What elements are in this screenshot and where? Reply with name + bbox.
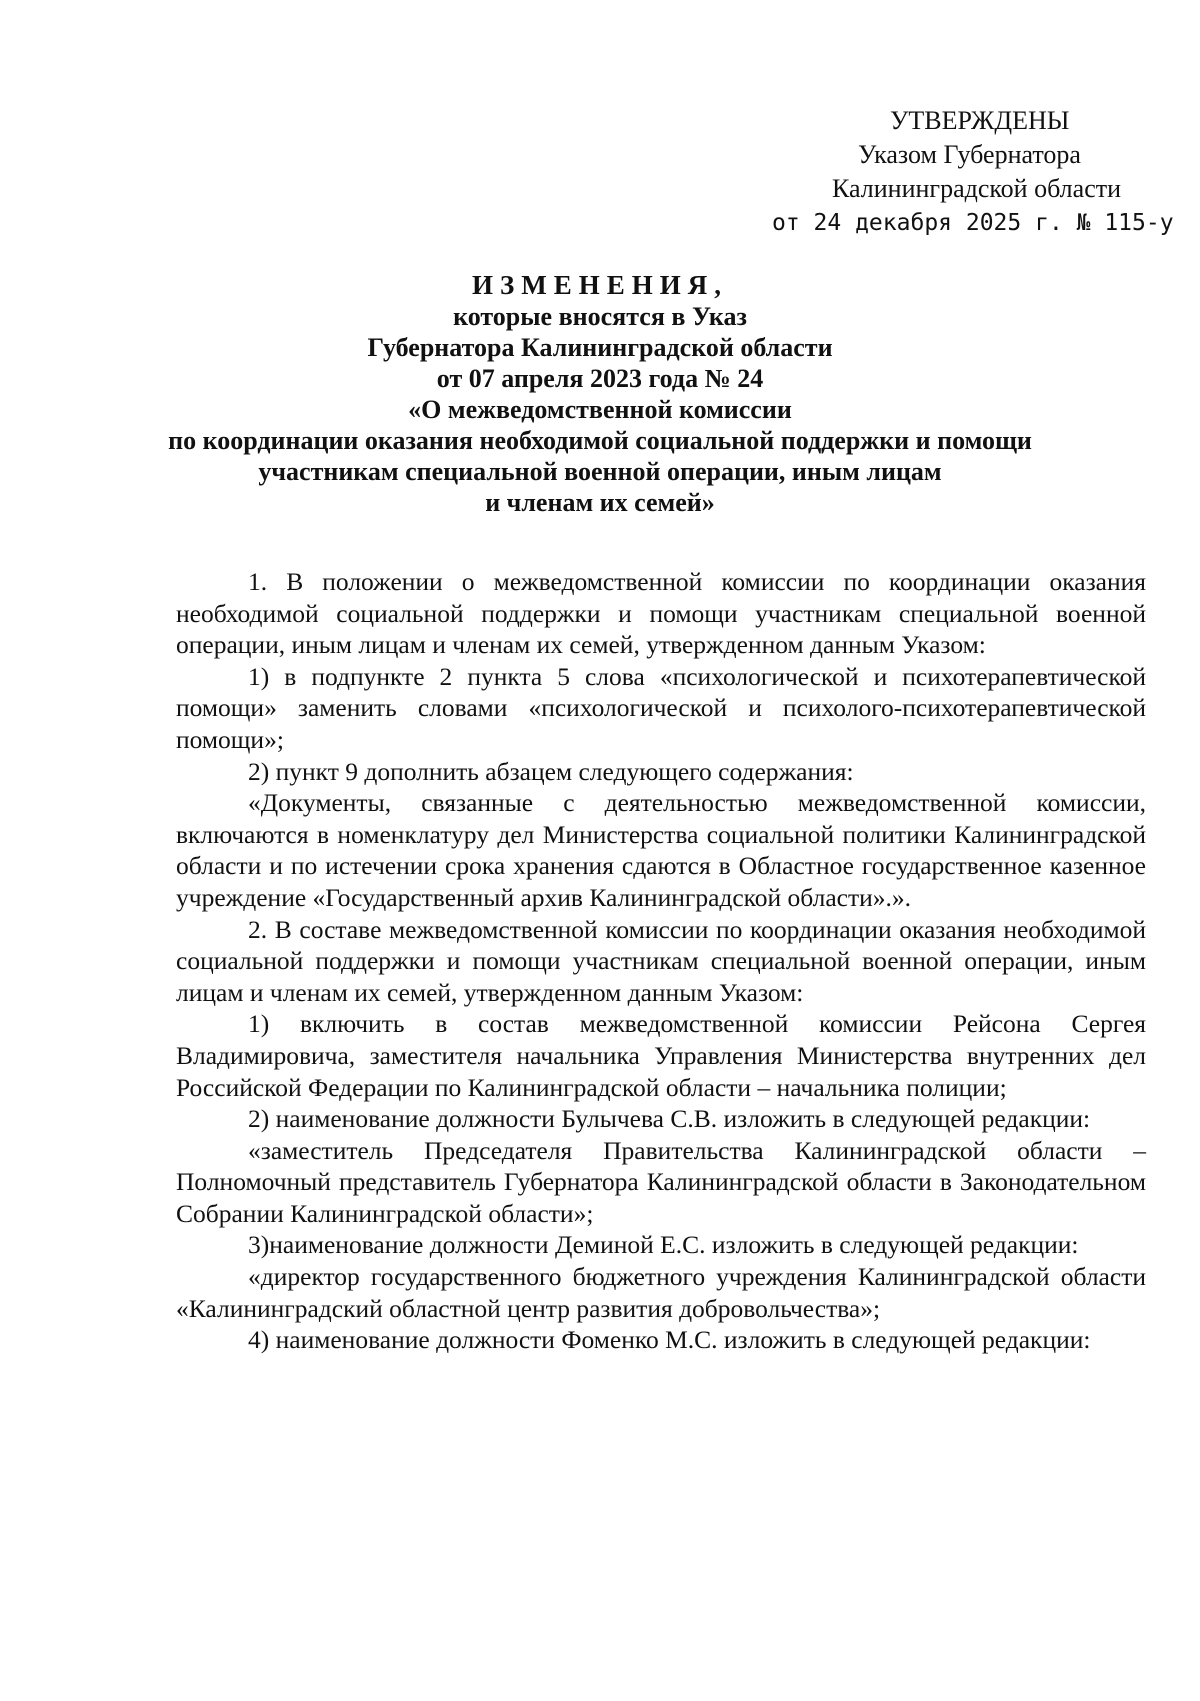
title-line: участникам специальной военной операции, иным лицам (258, 457, 942, 486)
title-line: и членам их семей» (485, 488, 715, 517)
paragraph: 1. В положении о межведомственной комиссии по координации оказания необходимой социальной поддержки и помощи участникам специальной военной операции, иным лицам и членам их семей, утвержденном данным Указом: (176, 567, 1146, 660)
paragraph: 3)наименование должности Деминой Е.С. изложить в следующей редакции: (248, 1230, 1079, 1260)
title-line: Губернатора Калининградской области (367, 333, 833, 362)
title-line: которые вносятся в Указ (453, 302, 747, 331)
paragraph: «директор государственного бюджетного учреждения Калининградской области «Калининградский областной центр развития добровольчества»; (176, 1262, 1146, 1323)
paragraph: 2) наименование должности Булычева С.В. изложить в следующей редакции: (248, 1104, 1091, 1134)
approval-region: Калининградской области (832, 174, 1122, 203)
document-title (0, 270, 1200, 518)
title-heading: ИЗМЕНЕНИЯ, (471, 270, 728, 300)
approval-date-number: от 24 декабря 2025 г. № 115-у (772, 210, 1174, 236)
title-line: «О межведомственной комиссии (408, 395, 792, 424)
title-line: от 07 апреля 2023 года № 24 (436, 364, 764, 393)
paragraph: «Документы, связанные с деятельностью межведомственной комиссии, включаются в номенклатуру дел Министерства социальной политики Калининградской области и по истечении срока хранения сдаются в Областное государственное казенное учреждение «Государственный архив Калининградской области».». (176, 788, 1146, 912)
paragraph: «заместитель Председателя Правительства Калининградской области – Полномочный представитель Губернатора Калининградской области в Законодательном Собрании Калининградской области»; (176, 1135, 1146, 1228)
paragraph: 1) включить в состав межведомственной комиссии Рейсона Сергея Владимировича, заместителя начальника Управления Министерства внутренних дел Российской Федерации по Калининградской области – начальника полиции; (176, 1009, 1146, 1102)
approval-approved: УТВЕРЖДЕНЫ (890, 106, 1070, 135)
paragraph: 4) наименование должности Фоменко М.С. изложить в следующей редакции: (248, 1325, 1091, 1355)
title-line: по координации оказания необходимой социальной поддержки и помощи (168, 426, 1032, 455)
paragraph: 2) пункт 9 дополнить абзацем следующего содержания: (248, 756, 854, 786)
approval-decree: Указом Губернатора (858, 140, 1081, 169)
paragraph: 1) в подпункте 2 пункта 5 слова «психологической и психотерапевтической помощи» заменить словами «психологической и психолого-психотерапевтической помощи»; (176, 661, 1146, 754)
paragraph: 2. В составе межведомственной комиссии по координации оказания необходимой социальной поддержки и помощи участникам специальной военной операции, иным лицам и членам их семей, утвержденном данным Указом: (176, 914, 1146, 1007)
document-body (176, 566, 1146, 1356)
